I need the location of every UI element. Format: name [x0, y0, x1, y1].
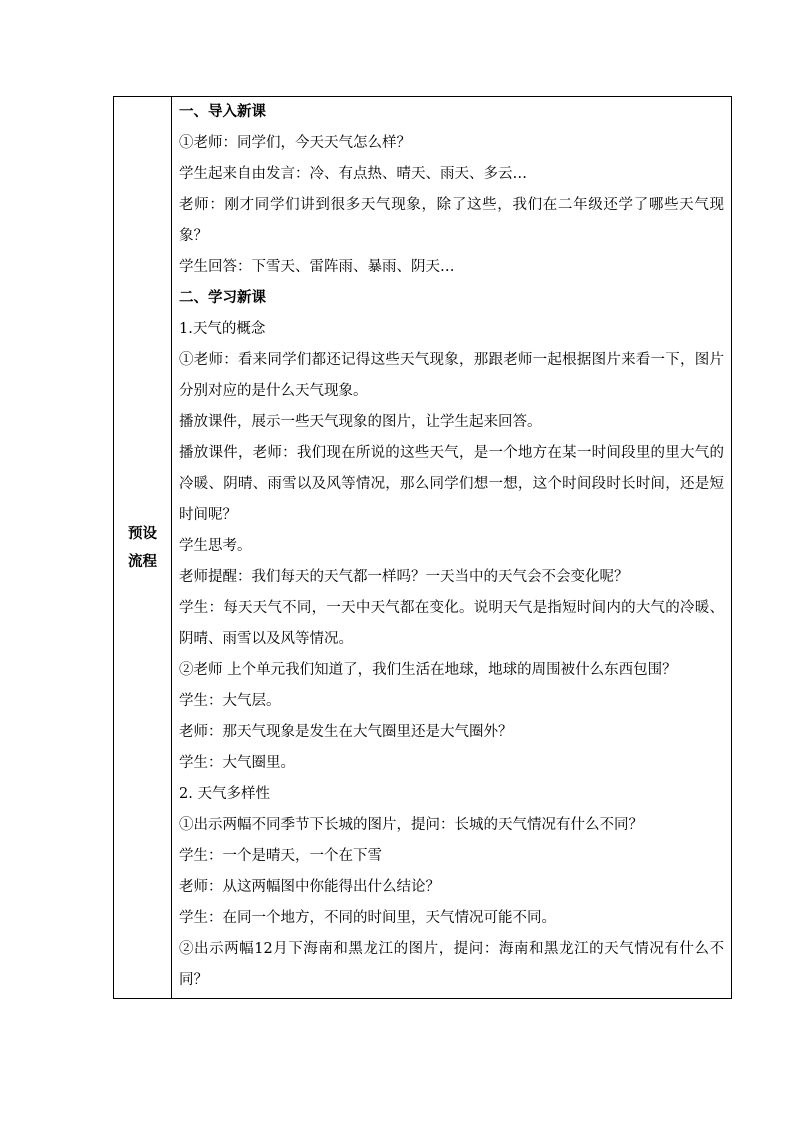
paragraph: 老师提醒：我们每天的天气都一样吗？一天当中的天气会不会变化呢？ [179, 569, 629, 585]
section-heading: 二、学习新课 [179, 290, 266, 306]
paragraph: 老师：那天气现象是发生在大气圈里还是大气圈外？ [179, 724, 513, 740]
row-label-cell [114, 97, 172, 998]
paragraph: 学生：大气层。 [179, 693, 281, 709]
paragraph: ①老师：看来同学们都还记得这些天气现象，那跟老师一起根据图片来看一下，图片分别对应的是什么天气现象。 [179, 352, 724, 399]
paragraph: 学生：一个是晴天，一个在下雪 [179, 848, 382, 864]
paragraph: 老师：刚才同学们讲到很多天气现象，除了这些，我们在二年级还学了哪些天气现象？ [179, 197, 724, 244]
paragraph: 学生：大气圈里。 [179, 755, 295, 771]
paragraph: ①老师：同学们，今天天气怎么样？ [179, 135, 411, 151]
row-label: 预设流程 [128, 525, 157, 570]
paragraph: ②出示两幅12月下海南和黑龙江的图片，提问：海南和黑龙江的天气情况有什么不同？ [179, 941, 724, 988]
paragraph: 学生回答：下雪天、雷阵雨、暴雨、阴天… [179, 259, 455, 275]
paragraph: 老师：从这两幅图中你能得出什么结论？ [179, 879, 440, 895]
paragraph: ②老师 上个单元我们知道了，我们生活在地球，地球的周围被什么东西包围？ [179, 662, 677, 678]
paragraph: 播放课件，老师：我们现在所说的这些天气，是一个地方在某一时间段里的里大气的冷暖、阴晴、雨雪以及风等情况，那么同学们想一想，这个时间段时长时间，还是短时间呢？ [179, 445, 724, 523]
paragraph: ①出示两幅不同季节下长城的图片，提问：长城的天气情况有什么不同？ [179, 817, 643, 833]
paragraph: 学生起来自由发言：冷、有点热、晴天、雨天、多云… [179, 166, 527, 182]
paragraph: 播放课件，展示一些天气现象的图片，让学生起来回答。 [179, 414, 542, 430]
paragraph: 学生思考。 [179, 538, 252, 554]
content-cell [172, 97, 731, 998]
subsection-title: 2. 天气多样性 [179, 786, 270, 802]
subsection-title: 1.天气的概念 [179, 321, 266, 337]
lesson-plan-table [113, 96, 732, 999]
paragraph: 学生：在同一个地方，不同的时间里，天气情况可能不同。 [179, 910, 556, 926]
paragraph: 学生：每天天气不同，一天中天气都在变化。说明天气是指短时间内的大气的冷暖、阴晴、雨雪以及风等情况。 [179, 600, 724, 647]
section-heading: 一、导入新课 [179, 104, 266, 120]
